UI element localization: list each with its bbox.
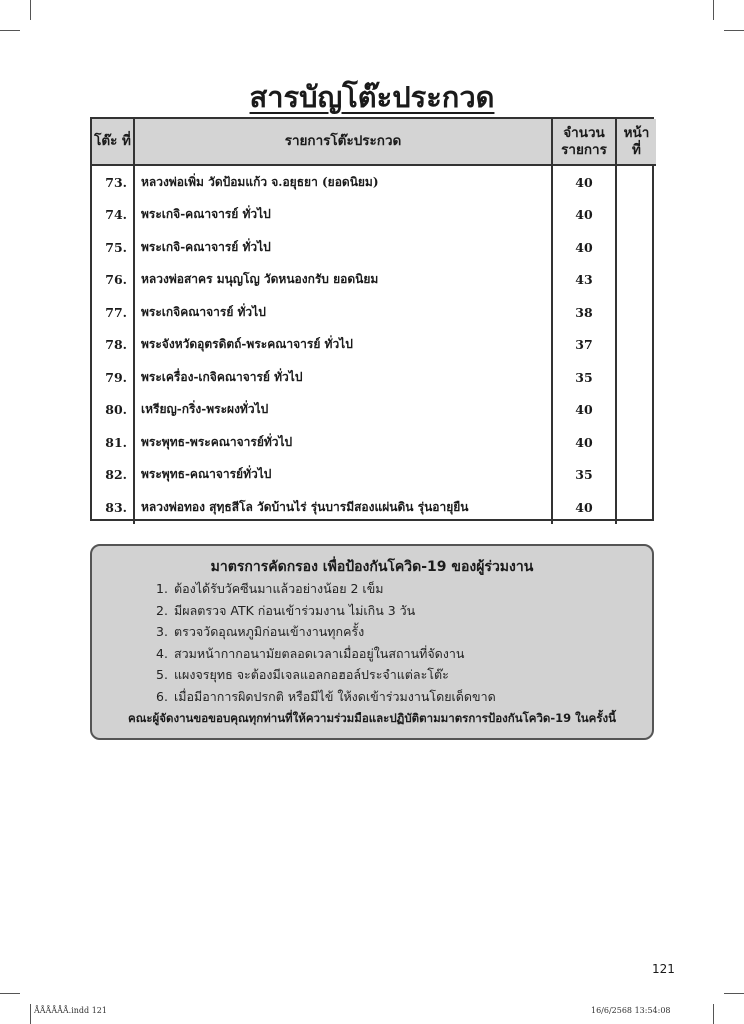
table-row — [92, 491, 656, 524]
table-row — [92, 394, 656, 427]
row-item-count: 38 — [552, 296, 616, 329]
notice-item-number: 4. — [156, 645, 168, 661]
notice-item-text: มีผลตรวจ ATK ก่อนเข้าร่วมงาน ไม่เกิน 3 วัน — [174, 602, 416, 618]
row-item-count: 40 — [552, 491, 616, 524]
notice-item — [156, 621, 652, 643]
crop-mark — [30, 0, 31, 20]
row-page — [616, 491, 656, 524]
notice-item-text: แผงจรยุทธ จะต้องมีเจลแอลกอฮอล์ประจำแต่ละโต๊ะ — [174, 667, 449, 682]
table-row — [92, 361, 656, 394]
table-body — [92, 165, 656, 524]
crop-mark — [724, 30, 744, 31]
row-contest-name: หลวงพ่อสาคร มนุญโญ วัดหนองกรับ ยอดนิยม — [134, 264, 552, 297]
header-item-count: จำนวน รายการ — [552, 119, 616, 165]
row-contest-name: พระเกจิ-คณาจารย์ ทั่วไป — [134, 199, 552, 232]
row-item-count: 37 — [552, 329, 616, 362]
header-table-no: โต๊ะ ที่ — [92, 119, 134, 165]
row-item-count: 40 — [552, 231, 616, 264]
notice-title: มาตรการคัดกรอง เพื่อป้องกันโควิด-19 ของผู้ร่วมงาน — [210, 559, 534, 575]
table-row — [92, 165, 656, 199]
notice-item — [156, 578, 652, 600]
row-table-no: 75. — [92, 231, 134, 264]
row-table-no: 74. — [92, 199, 134, 232]
table-row — [92, 296, 656, 329]
header-contest-list: รายการโต๊ะประกวด — [134, 119, 552, 165]
notice-item — [156, 600, 652, 622]
row-item-count: 35 — [552, 361, 616, 394]
row-item-count: 43 — [552, 264, 616, 297]
crop-mark — [0, 993, 20, 994]
row-page — [616, 329, 656, 362]
notice-item-text: สวมหน้ากากอนามัยตลอดเวลาเมื่ออยู่ในสถานที่จัดงาน — [174, 645, 465, 661]
row-table-no: 76. — [92, 264, 134, 297]
row-contest-name: พระเกจิคณาจารย์ ทั่วไป — [134, 296, 552, 329]
crop-mark — [713, 1004, 714, 1024]
table-row — [92, 459, 656, 492]
covid-notice-box — [90, 544, 654, 740]
table-row — [92, 231, 656, 264]
row-table-no: 80. — [92, 394, 134, 427]
notice-item-number: 1. — [156, 581, 168, 596]
row-contest-name: พระพุทธ-คณาจารย์ทั่วไป — [134, 459, 552, 492]
notice-item-text: ต้องได้รับวัคซีนมาแล้วอย่างน้อย 2 เข็ม — [174, 581, 384, 596]
page-number: 121 — [652, 962, 675, 976]
row-contest-name: พระจังหวัดอุตรดิตถ์-พระคณาจารย์ ทั่วไป — [134, 329, 552, 362]
print-slug-timestamp: 16/6/2568 13:54:08 — [591, 1006, 671, 1015]
notice-item — [156, 686, 652, 708]
row-item-count: 40 — [552, 426, 616, 459]
header-page: หน้า ที่ — [616, 119, 656, 165]
row-page — [616, 296, 656, 329]
row-contest-name: พระพุทธ-พระคณาจารย์ทั่วไป — [134, 426, 552, 459]
row-contest-name: หลวงพ่อทอง สุทฺธสีโล วัดบ้านไร่ รุ่นบารมีสองแผ่นดิน รุ่นอายุยืน — [134, 491, 552, 524]
contest-table — [90, 117, 654, 521]
notice-item-text: เมื่อมีอาการผิดปรกติ หรือมีไข้ ให้งดเข้าร่วมงานโดยเด็ดขาด — [174, 688, 496, 704]
page-title: สารบัญโต๊ะประกวด — [249, 80, 495, 114]
row-table-no: 73. — [92, 165, 134, 199]
row-table-no: 82. — [92, 459, 134, 492]
notice-list — [92, 578, 652, 707]
crop-mark — [713, 0, 714, 20]
notice-item-number: 6. — [156, 688, 168, 704]
row-contest-name: เหรียญ-กริ่ง-พระผงทั่วไป — [134, 394, 552, 427]
table-row — [92, 264, 656, 297]
row-table-no: 81. — [92, 426, 134, 459]
row-table-no: 77. — [92, 296, 134, 329]
row-page — [616, 264, 656, 297]
notice-item-number: 3. — [156, 624, 168, 639]
row-table-no: 79. — [92, 361, 134, 394]
row-page — [616, 394, 656, 427]
notice-item-number: 2. — [156, 602, 168, 618]
crop-mark — [0, 30, 20, 31]
row-item-count: 40 — [552, 165, 616, 199]
notice-item-text: ตรวจวัดอุณหภูมิก่อนเข้างานทุกครั้ง — [174, 624, 365, 639]
notice-item — [156, 643, 652, 665]
table-row — [92, 426, 656, 459]
row-contest-name: พระเครื่อง-เกจิคณาจารย์ ทั่วไป — [134, 361, 552, 394]
print-slug-file: ÅÅÅÅÅÅ.indd 121 — [34, 1006, 107, 1015]
crop-mark — [30, 1004, 31, 1024]
row-page — [616, 199, 656, 232]
row-page — [616, 231, 656, 264]
crop-mark — [724, 993, 744, 994]
row-page — [616, 165, 656, 199]
row-page — [616, 361, 656, 394]
table-header-row — [92, 119, 656, 165]
row-item-count: 40 — [552, 199, 616, 232]
table-row — [92, 199, 656, 232]
row-item-count: 40 — [552, 394, 616, 427]
notice-item — [156, 664, 652, 686]
row-table-no: 78. — [92, 329, 134, 362]
row-item-count: 35 — [552, 459, 616, 492]
table-row — [92, 329, 656, 362]
notice-footer: คณะผู้จัดงานขอขอบคุณทุกท่านที่ให้ความร่วมมือและปฏิบัติตามมาตรการป้องกันโควิด-19 ในครั้งนี้ — [128, 711, 616, 725]
notice-item-number: 5. — [156, 667, 168, 682]
row-contest-name: หลวงพ่อเพิ่ม วัดป้อมแก้ว จ.อยุธยา (ยอดนิยม) — [134, 165, 552, 199]
row-page — [616, 459, 656, 492]
row-contest-name: พระเกจิ-คณาจารย์ ทั่วไป — [134, 231, 552, 264]
row-page — [616, 426, 656, 459]
row-table-no: 83. — [92, 491, 134, 524]
